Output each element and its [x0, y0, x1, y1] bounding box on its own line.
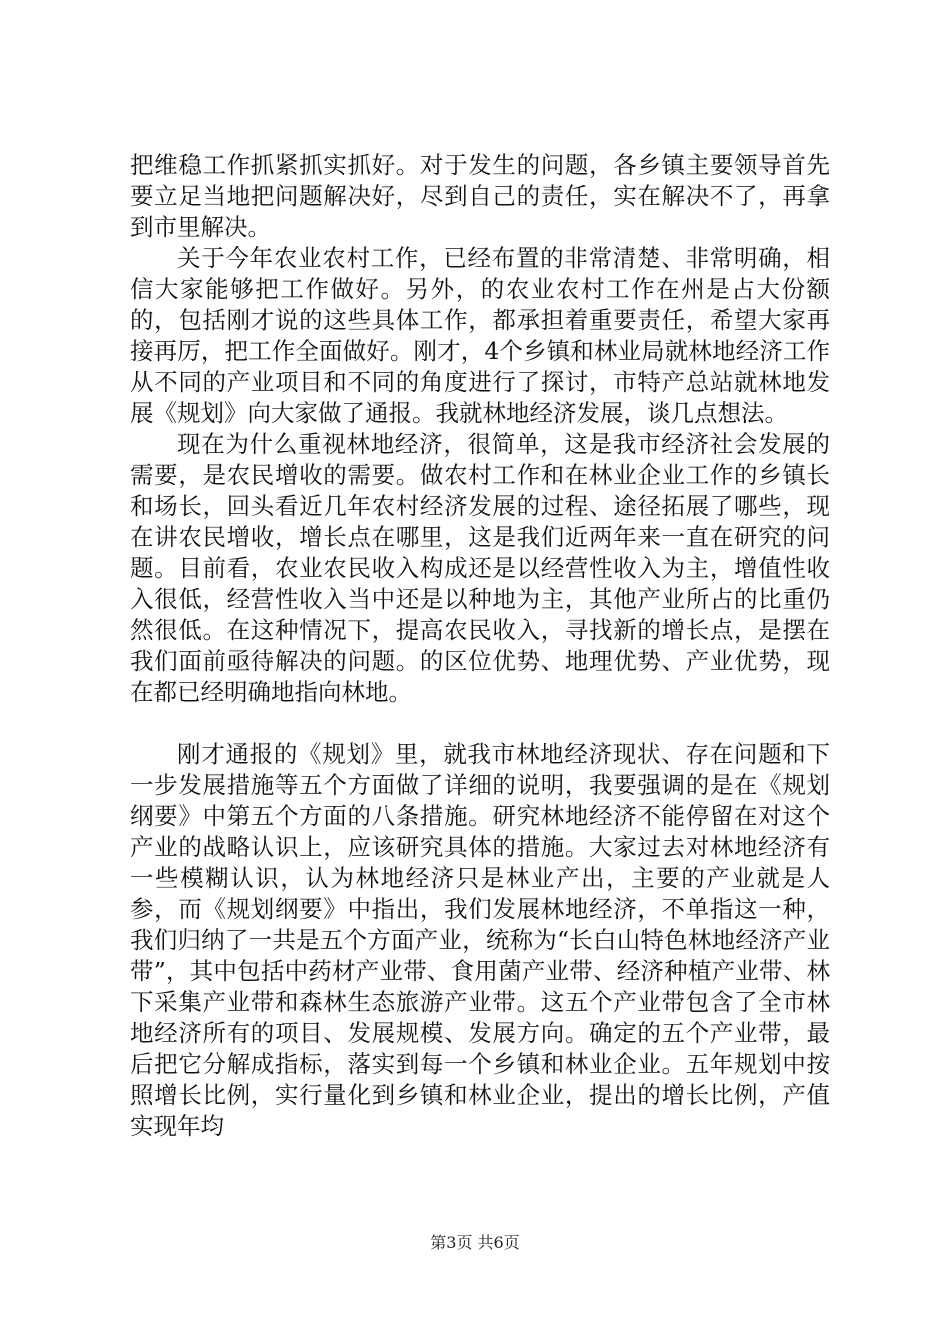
- paragraph-1: 把维稳工作抓紧抓实抓好。对于发生的问题，各乡镇主要领导首先要立足当地把问题解决好，尽到自己的责任，实在解决不了，再拿到市里解决。: [130, 151, 830, 241]
- paragraph-3: 现在为什么重视林地经济，很简单，这是我市经济社会发展的需要，是农民增收的需要。做农村工作和在林业企业工作的乡镇长和场长，回头看近几年农村经济发展的过程、途径拓展了哪些，现在讲农民增收，增长点在哪里，这是我们近两年来一直在研究的问题。目前看，农业农民收入构成还是以经营性收入为主，增值性收入很低，经营性收入当中还是以种地为主，其他产业所占的比重仍然很低。在这种情况下，提高农民收入，寻找新的增长点，是摆在我们面前亟待解决的问题。的区位优势、地理优势、产业优势，现在都已经明确地指向林地。: [130, 430, 830, 706]
- paragraph-4: 刚才通报的《规划》里，就我市林地经济现状、存在问题和下一步发展措施等五个方面做了详细的说明，我要强调的是在《规划纲要》中第五个方面的八条措施。研究林地经济不能停留在对这个产业的战略认识上，应该研究具体的措施。大家过去对林地经济有一些模糊认识，认为林地经济只是林业产出，主要的产业就是人参，而《规划纲要》中指出，我们发展林地经济，不单指这一种，我们归纳了一共是五个方面产业，统称为“长白山特色林地经济产业带”，其中包括中药材产业带、食用菌产业带、经济种植产业带、林下采集产业带和森林生态旅游产业带。这五个产业带包含了全市林地经济所有的项目、发展规模、发展方向。确定的五个产业带，最后把它分解成指标，落实到每一个乡镇和林业企业。五年规划中按照增长比例，实行量化到乡镇和林业企业，提出的增长比例，产值实现年均: [130, 740, 830, 1140]
- paragraph-2: 关于今年农业农村工作，已经布置的非常清楚、非常明确，相信大家能够把工作做好。另外，的农业农村工作在州是占大份额的，包括刚才说的这些具体工作，都承担着重要责任，希望大家再接再厉，把工作全面做好。刚才，4个乡镇和林业局就林地经济工作从不同的产业项目和不同的角度进行了探讨，市特产总站就林地发展《规划》向大家做了通报。我就林地经济发展，谈几点想法。: [130, 244, 830, 427]
- document-body: [130, 150, 830, 1142]
- page-footer: 第3页 共6页: [430, 1233, 520, 1252]
